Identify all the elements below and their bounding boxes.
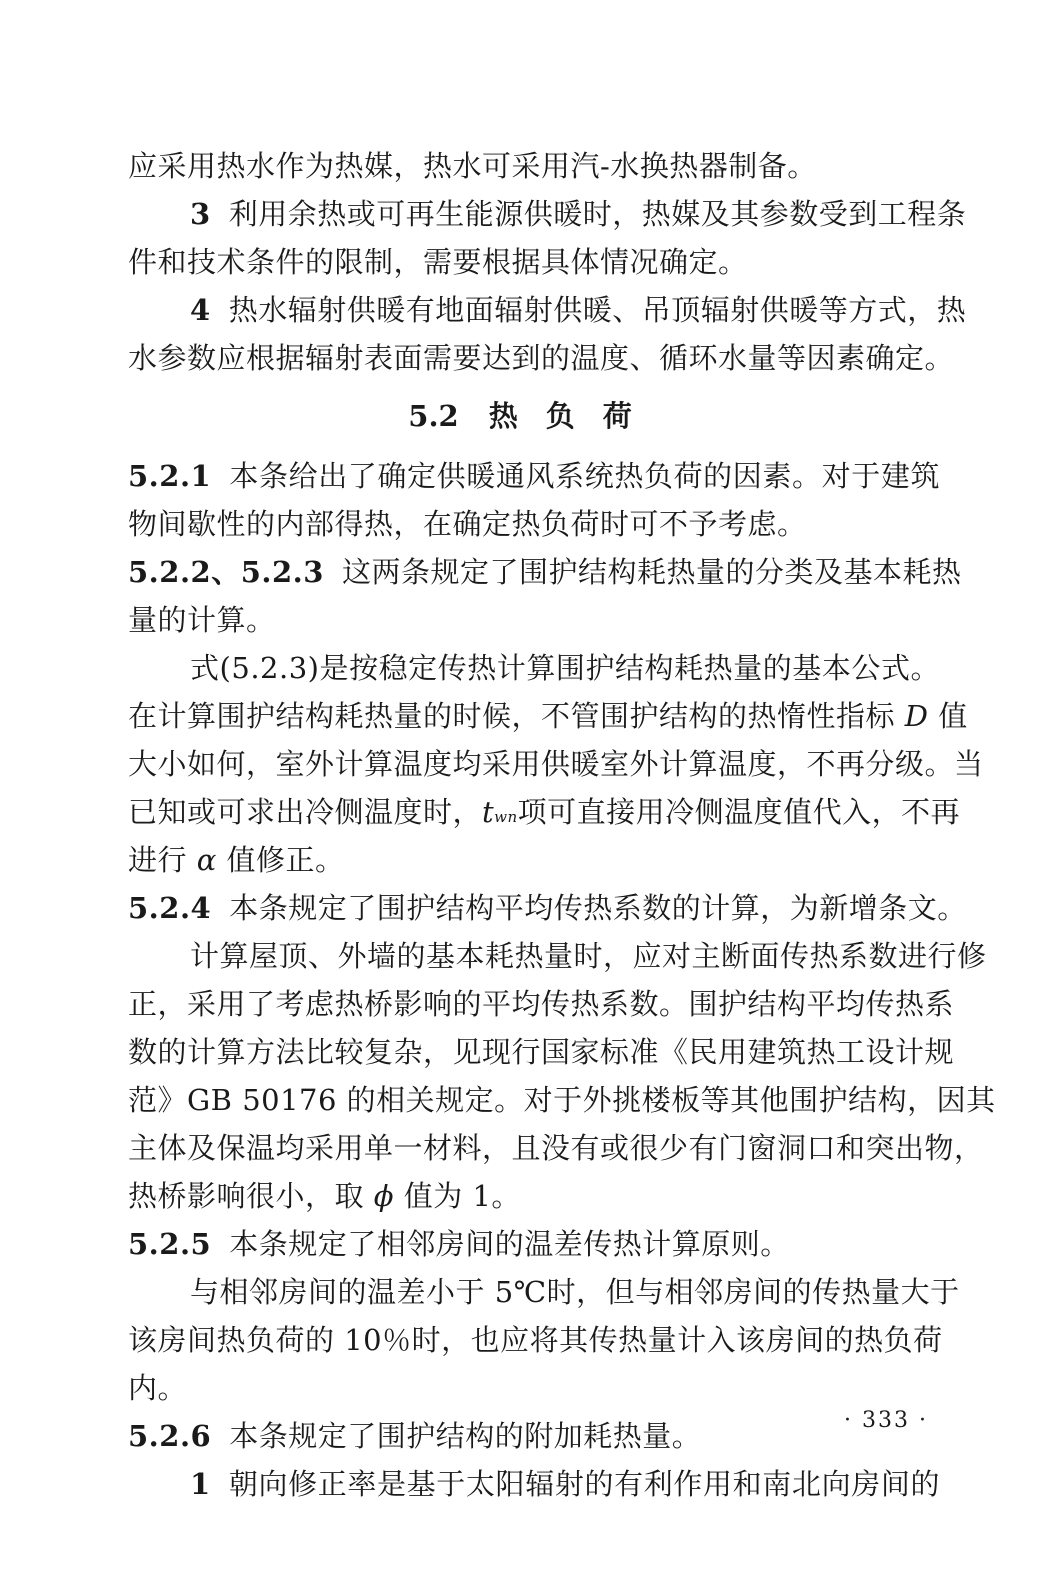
para-5-2-4-line-5: 主体及保温均采用单一材料，且没有或很少有门窗洞口和突出物， [128, 1131, 984, 1165]
formula-para-line-1: 式(5.2.3)是按稳定传热计算围护结构耗热量的基本公式。 [190, 651, 940, 685]
item-4-line-1: 4 热水辐射供暖有地面辐射供暖、吊顶辐射供暖等方式，热 [190, 293, 967, 327]
para-5-2-4-line-6: 热桥影响很小，取 ϕ 值为 1。 [128, 1179, 521, 1213]
para-5-2-4-line-3: 数的计算方法比较复杂，见现行国家标准《民用建筑热工设计规 [128, 1035, 955, 1069]
para-5-2-4-line-2: 正，采用了考虑热桥影响的平均传热系数。围护结构平均传热系 [128, 987, 955, 1021]
clause-5-2-1-line-2: 物间歇性的内部得热，在确定热负荷时可不予考虑。 [128, 507, 807, 541]
item-number: 3 [190, 197, 211, 231]
section-name: 热负荷 [488, 399, 660, 433]
item-number: 1 [190, 1467, 211, 1501]
clause-5-2-6-line-1: 5.2.6 本条规定了围护结构的附加耗热量。 [128, 1419, 702, 1453]
clause-5-2-1-line-1: 5.2.1 本条给出了确定供暖通风系统热负荷的因素。对于建筑 [128, 459, 940, 493]
clause-number: 5.2.5 [128, 1227, 212, 1261]
item-3-line-2: 件和技术条件的限制，需要根据具体情况确定。 [128, 245, 748, 279]
item-3-line-1: 3 利用余热或可再生能源供暖时，热媒及其参数受到工程条 [190, 197, 967, 231]
item-1-line-1: 1 朝向修正率是基于太阳辐射的有利作用和南北向房间的 [190, 1467, 940, 1501]
paragraph-line: 应采用热水作为热媒，热水可采用汽-水换热器制备。 [128, 149, 817, 183]
para-5-2-5-line-3: 内。 [128, 1371, 188, 1405]
section-heading [128, 392, 940, 440]
clause-number: 5.2.4 [128, 891, 212, 925]
item-4-line-2: 水参数应根据辐射表面需要达到的温度、循环水量等因素确定。 [128, 341, 955, 375]
clause-number: 5.2.1 [128, 459, 212, 493]
clause-number: 5.2.2、5.2.3 [128, 555, 324, 589]
clause-5-2-5-line-1: 5.2.5 本条规定了相邻房间的温差传热计算原则。 [128, 1227, 790, 1261]
formula-para-line-4: 已知或可求出冷侧温度时，twn项可直接用冷侧温度值代入，不再 [128, 795, 961, 829]
document-page [128, 142, 996, 1508]
para-5-2-4-line-1: 计算屋顶、外墙的基本耗热量时，应对主断面传热系数进行修 [190, 939, 987, 973]
page-number: · 333 · [844, 1408, 928, 1433]
para-5-2-5-line-2: 该房间热负荷的 10％时，也应将其传热量计入该房间的热负荷 [128, 1323, 943, 1357]
item-number: 4 [190, 293, 211, 327]
clause-5-2-2-line-2: 量的计算。 [128, 603, 276, 637]
section-number: 5.2 [408, 399, 459, 433]
clause-5-2-4-line-1: 5.2.4 本条规定了围护结构平均传热系数的计算，为新增条文。 [128, 891, 967, 925]
para-5-2-4-line-4: 范》GB 50176 的相关规定。对于外挑楼板等其他围护结构，因其 [128, 1083, 996, 1117]
formula-para-line-5: 进行 α 值修正。 [128, 843, 345, 877]
formula-para-line-3: 大小如何，室外计算温度均采用供暖室外计算温度，不再分级。当 [128, 747, 984, 781]
formula-para-line-2: 在计算围护结构耗热量的时候，不管围护结构的热惰性指标 D 值 [128, 699, 968, 733]
clause-number: 5.2.6 [128, 1419, 212, 1453]
para-5-2-5-line-1: 与相邻房间的温差小于 5℃时，但与相邻房间的传热量大于 [190, 1275, 960, 1309]
clause-5-2-2-line-1: 5.2.2、5.2.3 这两条规定了围护结构耗热量的分类及基本耗热 [128, 555, 962, 589]
